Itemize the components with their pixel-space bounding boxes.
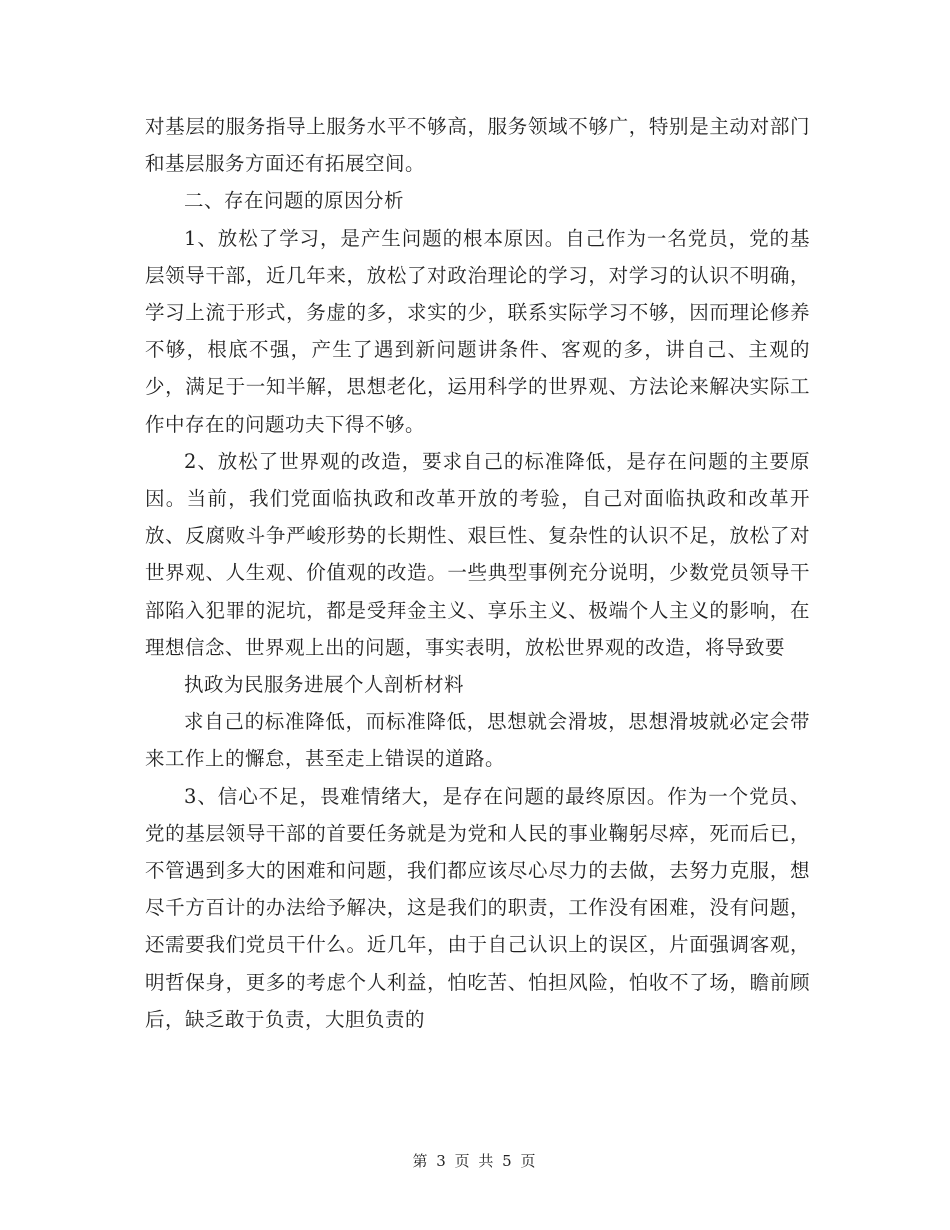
- document-title-line: 执政为民服务进展个人剖析材料: [184, 673, 465, 697]
- section-heading: 二、存在问题的原因分析: [184, 189, 405, 213]
- paragraph-reason-1: 1、放松了学习，是产生问题的根本原因。自己作为一名党员，党的基层领导干部，近几年来，放松了对政治理论的学习，对学习的认识不明确，学习上流于形式，务虚的多，求实的少，联系实际学习不够，因而理论修养不够，根底不强，产生了遇到新问题讲条件、客观的多，讲自己、主观的少，满足于一知半解，思想老化，运用科学的世界观、方法论来解决实际工作中存在的问题功夫下得不够。: [145, 226, 810, 436]
- paragraph-continuation: 对基层的服务指导上服务水平不够高，服务领域不够广，特别是主动对部门和基层服务方面还有拓展空间。: [145, 115, 810, 176]
- document-body: [145, 108, 810, 1038]
- paragraph-reason-2: 2、放松了世界观的改造，要求自己的标准降低，是存在问题的主要原因。当前，我们党面临执政和改革开放的考验，自己对面临执政和改革开放、反腐败斗争严峻形势的长期性、艰巨性、复杂性的认识不足，放松了对世界观、人生观、价值观的改造。一些典型事例充分说明，少数党员领导干部陷入犯罪的泥坑，都是受拜金主义、享乐主义、极端个人主义的影响，在理想信念、世界观上出的问题，事实表明，放松世界观的改造，将导致要: [145, 449, 810, 659]
- page-number-footer: 第 3 页 共 5 页: [412, 1152, 538, 1170]
- paragraph-reason-2-continued: 求自己的标准降低，而标准降低，思想就会滑坡，思想滑坡就必定会带来工作上的懈怠，甚至走上错误的道路。: [145, 710, 810, 771]
- paragraph-reason-3: 3、信心不足，畏难情绪大，是存在问题的最终原因。作为一个党员、党的基层领导干部的首要任务就是为党和人民的事业鞠躬尽瘁，死而后已，不管遇到多大的困难和问题，我们都应该尽心尽力的去做，去努力克服，想尽千方百计的办法给予解决，这是我们的职责，工作没有困难，没有问题，还需要我们党员干什么。近几年，由于自己认识上的误区，片面强调客观，明哲保身，更多的考虑个人利益，怕吃苦、怕担风险，怕收不了场，瞻前顾后，缺乏敢于负责，大胆负责的: [145, 784, 810, 1031]
